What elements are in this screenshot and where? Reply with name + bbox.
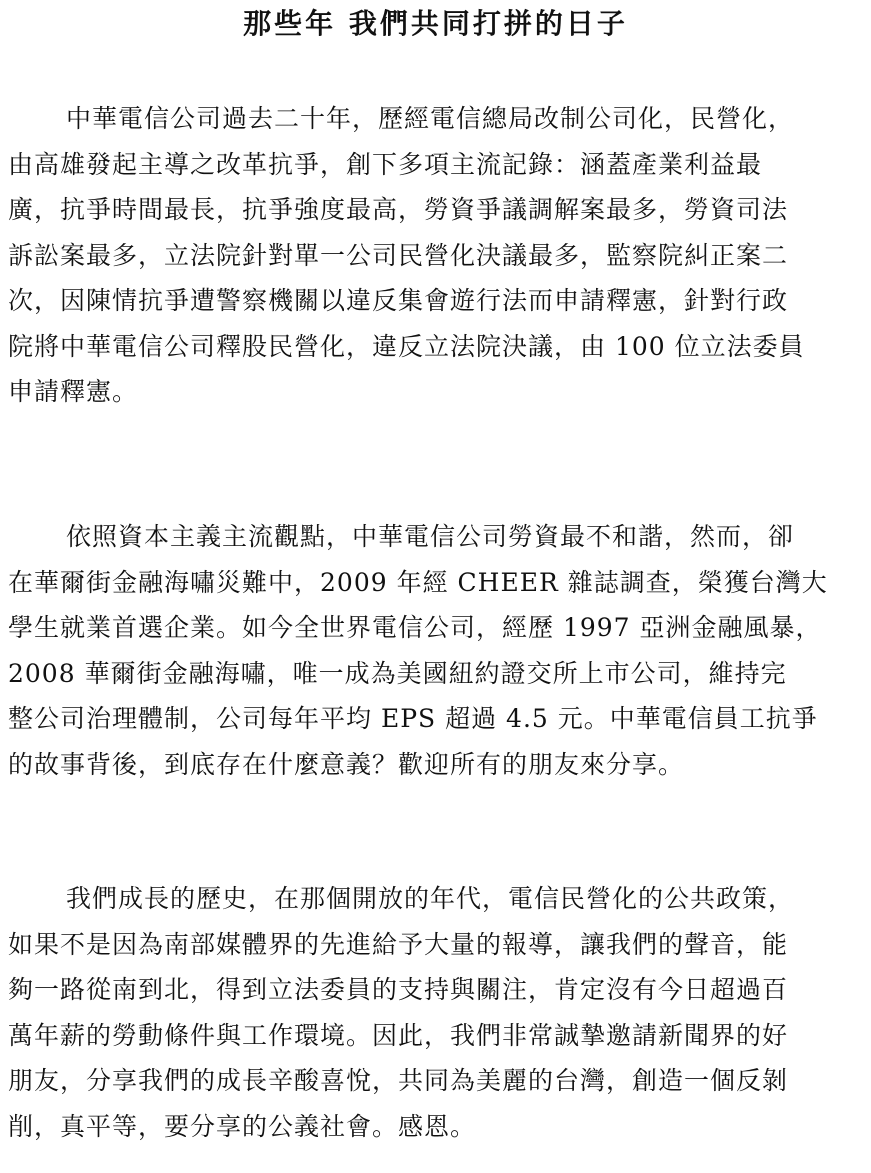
paragraph-3-line-4: 萬年薪的勞動條件與工作環境。因此，我們非常誠摯邀請新聞界的好 — [8, 1020, 789, 1050]
paragraph-3-line-5: 朋友，分享我們的成長辛酸喜悅，共同為美麗的台灣，創造一個反剝 — [8, 1066, 789, 1095]
paragraph-1-line-2: 由高雄發起主導之改革抗爭，創下多項主流記錄：涵蓋產業利益最 — [8, 149, 763, 179]
paragraph-2-line-3: 學生就業首選企業。如今全世界電信公司，經歷 1997 亞洲金融風暴， — [8, 613, 822, 642]
paragraph-2-line-1: 依照資本主義主流觀點，中華電信公司勞資最不和諧，然而，卻 — [66, 522, 795, 551]
paragraph-2-line-4: 2008 華爾街金融海嘯，唯一成為美國紐約證交所上市公司，維持完 — [8, 658, 787, 688]
paragraph-1-line-1: 中華電信公司過去二十年，歷經電信總局改制公司化，民營化， — [66, 104, 795, 133]
paragraph-3-line-2: 如果不是因為南部媒體界的先進給予大量的報導，讓我們的聲音，能 — [8, 929, 789, 959]
paragraph-1 — [8, 96, 866, 415]
paragraph-3 — [8, 876, 866, 1149]
paragraph-2-line-6: 的故事背後，到底存在什麼意義？歡迎所有的朋友來分享。 — [8, 749, 685, 779]
paragraph-1-line-6: 院將中華電信公司釋股民營化，違反立法院決議，由 100 位立法委員 — [8, 331, 805, 361]
paragraph-3-line-3: 夠一路從南到北，得到立法委員的支持與關注，肯定沒有今日超過百 — [8, 975, 789, 1004]
paragraph-2-line-2: 在華爾街金融海嘯災難中，2009 年經 CHEER 雜誌調查，榮獲台灣大 — [8, 567, 828, 597]
paragraph-2 — [8, 514, 866, 787]
paragraph-1-line-5: 次，因陳情抗爭遭警察機關以違反集會遊行法而申請釋憲，針對行政 — [8, 286, 789, 315]
paragraph-3-line-6: 削，真平等，要分享的公義社會。感恩。 — [8, 1111, 477, 1141]
paragraph-3-line-1: 我們成長的歷史，在那個開放的年代，電信民營化的公共政策， — [66, 884, 795, 913]
paragraph-1-line-3: 廣，抗爭時間最長，抗爭強度最高，勞資爭議調解案最多，勞資司法 — [8, 195, 789, 224]
paragraph-2-line-5: 整公司治理體制，公司每年平均 EPS 超過 4.5 元。中華電信員工抗爭 — [8, 704, 818, 733]
paragraph-1-line-4: 訴訟案最多，立法院針對單一公司民營化決議最多，監察院糾正案二 — [8, 240, 789, 270]
document-title: 那些年 我們共同打拼的日子 — [243, 7, 628, 40]
paragraph-1-line-7: 申請釋憲。 — [8, 377, 139, 406]
